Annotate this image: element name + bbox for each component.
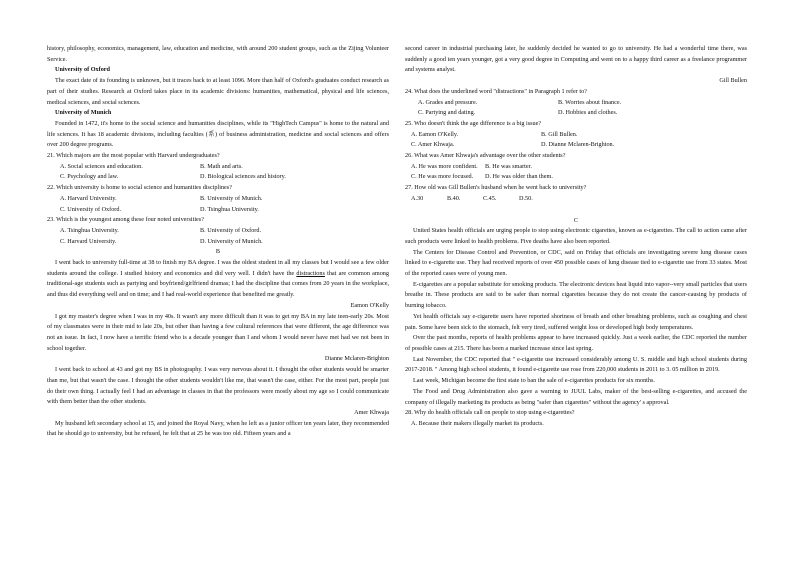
question-stem: 24. What does the underlined word "distractions" in Paragraph 1 refer to? (405, 87, 587, 95)
underlined-word-distractions: distractions (296, 269, 325, 277)
passage-c-paragraph-7: Last week, Michigan become the first state to ban the sale of e-cigarettes products for six months. (413, 377, 655, 385)
signature-amer: Amer Khwaja (354, 408, 389, 416)
passage-b-paragraph-4: My husband left secondary school at 15, and joined the Royal Navy, when he left as a junior officer ten years later, they recommended that he should go to university, but he refused, he felt that at 25 he was too old. Fifteen years and a (47, 419, 389, 438)
signature-gill: Gill Bullen (719, 77, 747, 85)
option-a: A. Because their makers illegally market its products. (411, 419, 544, 427)
option-b: B. Gill Bullen. (541, 130, 578, 138)
question-stem: 26. What was Amer Khwaja's advantage over the other students? (405, 152, 566, 160)
paragraph-text: that are common among traditional-age students such as partying and boyfriend/girlfriend dramas; I had the discipline that comes from 20 years in the workplace, and thus did everything well and on time; and I had real-world experience that benefited me greatly. (47, 269, 389, 299)
option-d: D. Biological sciences and history. (200, 173, 286, 181)
question-stem: 23. Which is the youngest among these four noted universities? (47, 216, 204, 224)
option-a: A. Harvard University. (60, 194, 117, 202)
passage-c-paragraph-8: The Food and Drug Administration also gave a warning to JUUL Labs, maker of the best-selling e-cigarettes, and accused the company of illegally marketing its products as being "safer than cigarettes" without the agency' s approval. (405, 387, 747, 406)
passage-c-paragraph-2: The Centers for Disease Control and Prevention, or CDC, said on Friday that officials are investigating severe lung disease cases linked to e-cigarette use. They had received reports of over 450 possible cases of lung disease tied to e-cigarette use from 33 states. Most of the reported cases were of young men. (405, 248, 747, 278)
question-stem: 21. Which majors are the most popular with Harvard undergraduates? (47, 152, 220, 160)
passage-c-paragraph-3: E-cigarettes are a popular substitute for smoking products. The electronic devices heat liquid into vapor--very small particles that users breathe in. These products are said to be safer than normal cigarettes because they do not create the cancer-causing by products of burning tobacco. (405, 280, 747, 310)
question-26 (405, 151, 747, 183)
question-22 (47, 183, 389, 215)
passage-b-paragraph-4-continued: second career in industrial purchasing later, he suddenly decided he wanted to go to university. He had a wonderful time there, was suddenly a good ten years younger, got a very good degree in Computing and went on to a happy third career as a freelance programmer and systems analyst. (405, 45, 747, 74)
option-b: B. He was smarter. (485, 162, 532, 170)
option-b: B. University of Munich. (200, 194, 263, 202)
passage-c-paragraph-6: Last November, the CDC reported that " e-cigarette use increased considerably among U. S. middle and high school students during 2017-2018. " Among high school students, it found e-cigarette use rose from 220,000 students in 2011 to 3. 05 million in 2019. (405, 355, 747, 374)
section-b-heading: B (215, 248, 221, 256)
paragraph-text: I went back to university full-time at 38 to finish my BA degree. I was the oldest student in all my classes but I would see a few older students around the college. I studied history and economics and did very well. I didn't have the (47, 259, 389, 277)
passage-c-paragraph-4: Yet health officials say e-cigarette users have reported shortness of breath and other breathing problems, such as coughing and chest pain. Some have been sick to the stomach, felt very tired, suffered weight loss or developed high body temperatures. (405, 312, 747, 331)
question-28 (405, 408, 747, 429)
question-25 (405, 119, 747, 151)
option-d: D. University of Munich. (200, 237, 263, 245)
right-column (405, 44, 747, 430)
signature-dianne: Dianne Mclaren-Brighton (324, 355, 389, 363)
option-c: C. He was more focused. (411, 173, 474, 181)
question-24 (405, 87, 747, 119)
option-a: A. Eamon O'Kelly. (411, 130, 459, 138)
oxford-heading: University of Oxford (55, 66, 110, 74)
option-c: C. Partying and dating. (418, 109, 476, 117)
passage-b-paragraph-1 (47, 258, 389, 301)
option-b: B. Math and arts. (200, 162, 243, 170)
passage-b-paragraph-2: I got my master's degree when I was in my 40s. It wasn't any more difficult than it was to get my BA in my late teen-early 20s. Most of my classmates were in their mid to late 20s, but other than having a few cultural references that were different, the age difference was not an issue. In fact, I now have a terrific friend who is a decade younger than I and whom I would never have met had we not been in school together. (47, 312, 389, 352)
option-b: B. University of Oxford. (200, 226, 262, 234)
option-d: D. Dianne Mclaren-Brighton. (541, 141, 615, 149)
option-a: A.30 (411, 194, 424, 202)
option-c: C. Psychology and law. (60, 173, 119, 181)
passage-b-paragraph-3: I went back to school at 43 and got my BS in photography. I was very nervous about it. I thought the other students would be smarter than me, but that wasn't the case. I thought the other students wouldn't like me, that wasn't the case, either. For the most part, people just do their own thing. I actually feel I had an advantage in classes in that the professors were mostly about my age so I could communicate with them better than the other students. (47, 366, 389, 406)
option-b: B.40. (447, 194, 461, 202)
option-a: A. He was more confident. (411, 162, 478, 170)
question-23 (47, 215, 389, 247)
passage-c-paragraph-5: Over the past months, reports of health problems appear to have increased quickly. Just a week earlier, the CDC reported the number of possible cases at 215. There has been a marked increase since last spring. (405, 334, 747, 352)
oxford-paragraph: The exact date of its founding is unknown, but it traces back to at least 1096. More than half of Oxford's graduates conduct research as part of their studies. Research at Oxford takes place in its academic divisions: humanities, mathematical, physical and life sciences, medical sciences, and social sciences. (47, 77, 389, 106)
option-c: C. Amer Khwaja. (411, 141, 455, 149)
option-b: B. Worries about finance. (558, 98, 622, 106)
question-stem: 22. Which university is home to social science and humanities disciplines? (47, 184, 232, 192)
intro-tail-paragraph: history, philosophy, economics, management, law, education and medicine, with around 200 student groups, such as the Zijing Volunteer Service. (47, 45, 389, 63)
signature-eamon: Eamon O'Kelly (350, 301, 389, 309)
section-c-heading: C (573, 216, 579, 224)
question-21 (47, 151, 389, 183)
option-c: C. Harvard University. (60, 237, 117, 245)
passage-c-paragraph-1: United States health officials are urging people to stop using electronic cigarettes, known as e-cigarettes. The call to action came after such products were linked to health problems. Five deaths have also been reported. (405, 227, 747, 245)
option-d: D. Hobbies and clothes. (558, 109, 618, 117)
question-27 (405, 183, 747, 204)
munich-heading: University of Munich (55, 109, 112, 117)
option-d: D. He was older than them. (485, 173, 553, 181)
option-a: A. Grades and pressure. (418, 98, 478, 106)
option-d: D. Tsinghua University. (200, 205, 259, 213)
question-stem: 28. Why do health officials call on people to stop using e-cigarettes? (405, 409, 575, 417)
question-stem: 25. Who doesn't think the age difference is a big issue? (405, 119, 542, 127)
left-column (47, 44, 389, 440)
question-stem: 27. How old was Gill Bullen's husband when he went back to university? (405, 184, 587, 192)
option-c: C.45. (483, 194, 497, 202)
option-d: D.50. (519, 194, 533, 202)
option-a: A. Social sciences and education. (60, 162, 143, 170)
munich-paragraph: Founded in 1472, it's home to the social science and humanities disciplines, while its "HighTech Campus" is home to the natural and life sciences. It has 18 academic divisions, including faculties (系) of business administration, medicine and social sciences and offers over 200 degree programs. (47, 119, 389, 149)
option-c: C. University of Oxford. (60, 205, 122, 213)
option-a: A. Tsinghua University. (60, 226, 119, 234)
